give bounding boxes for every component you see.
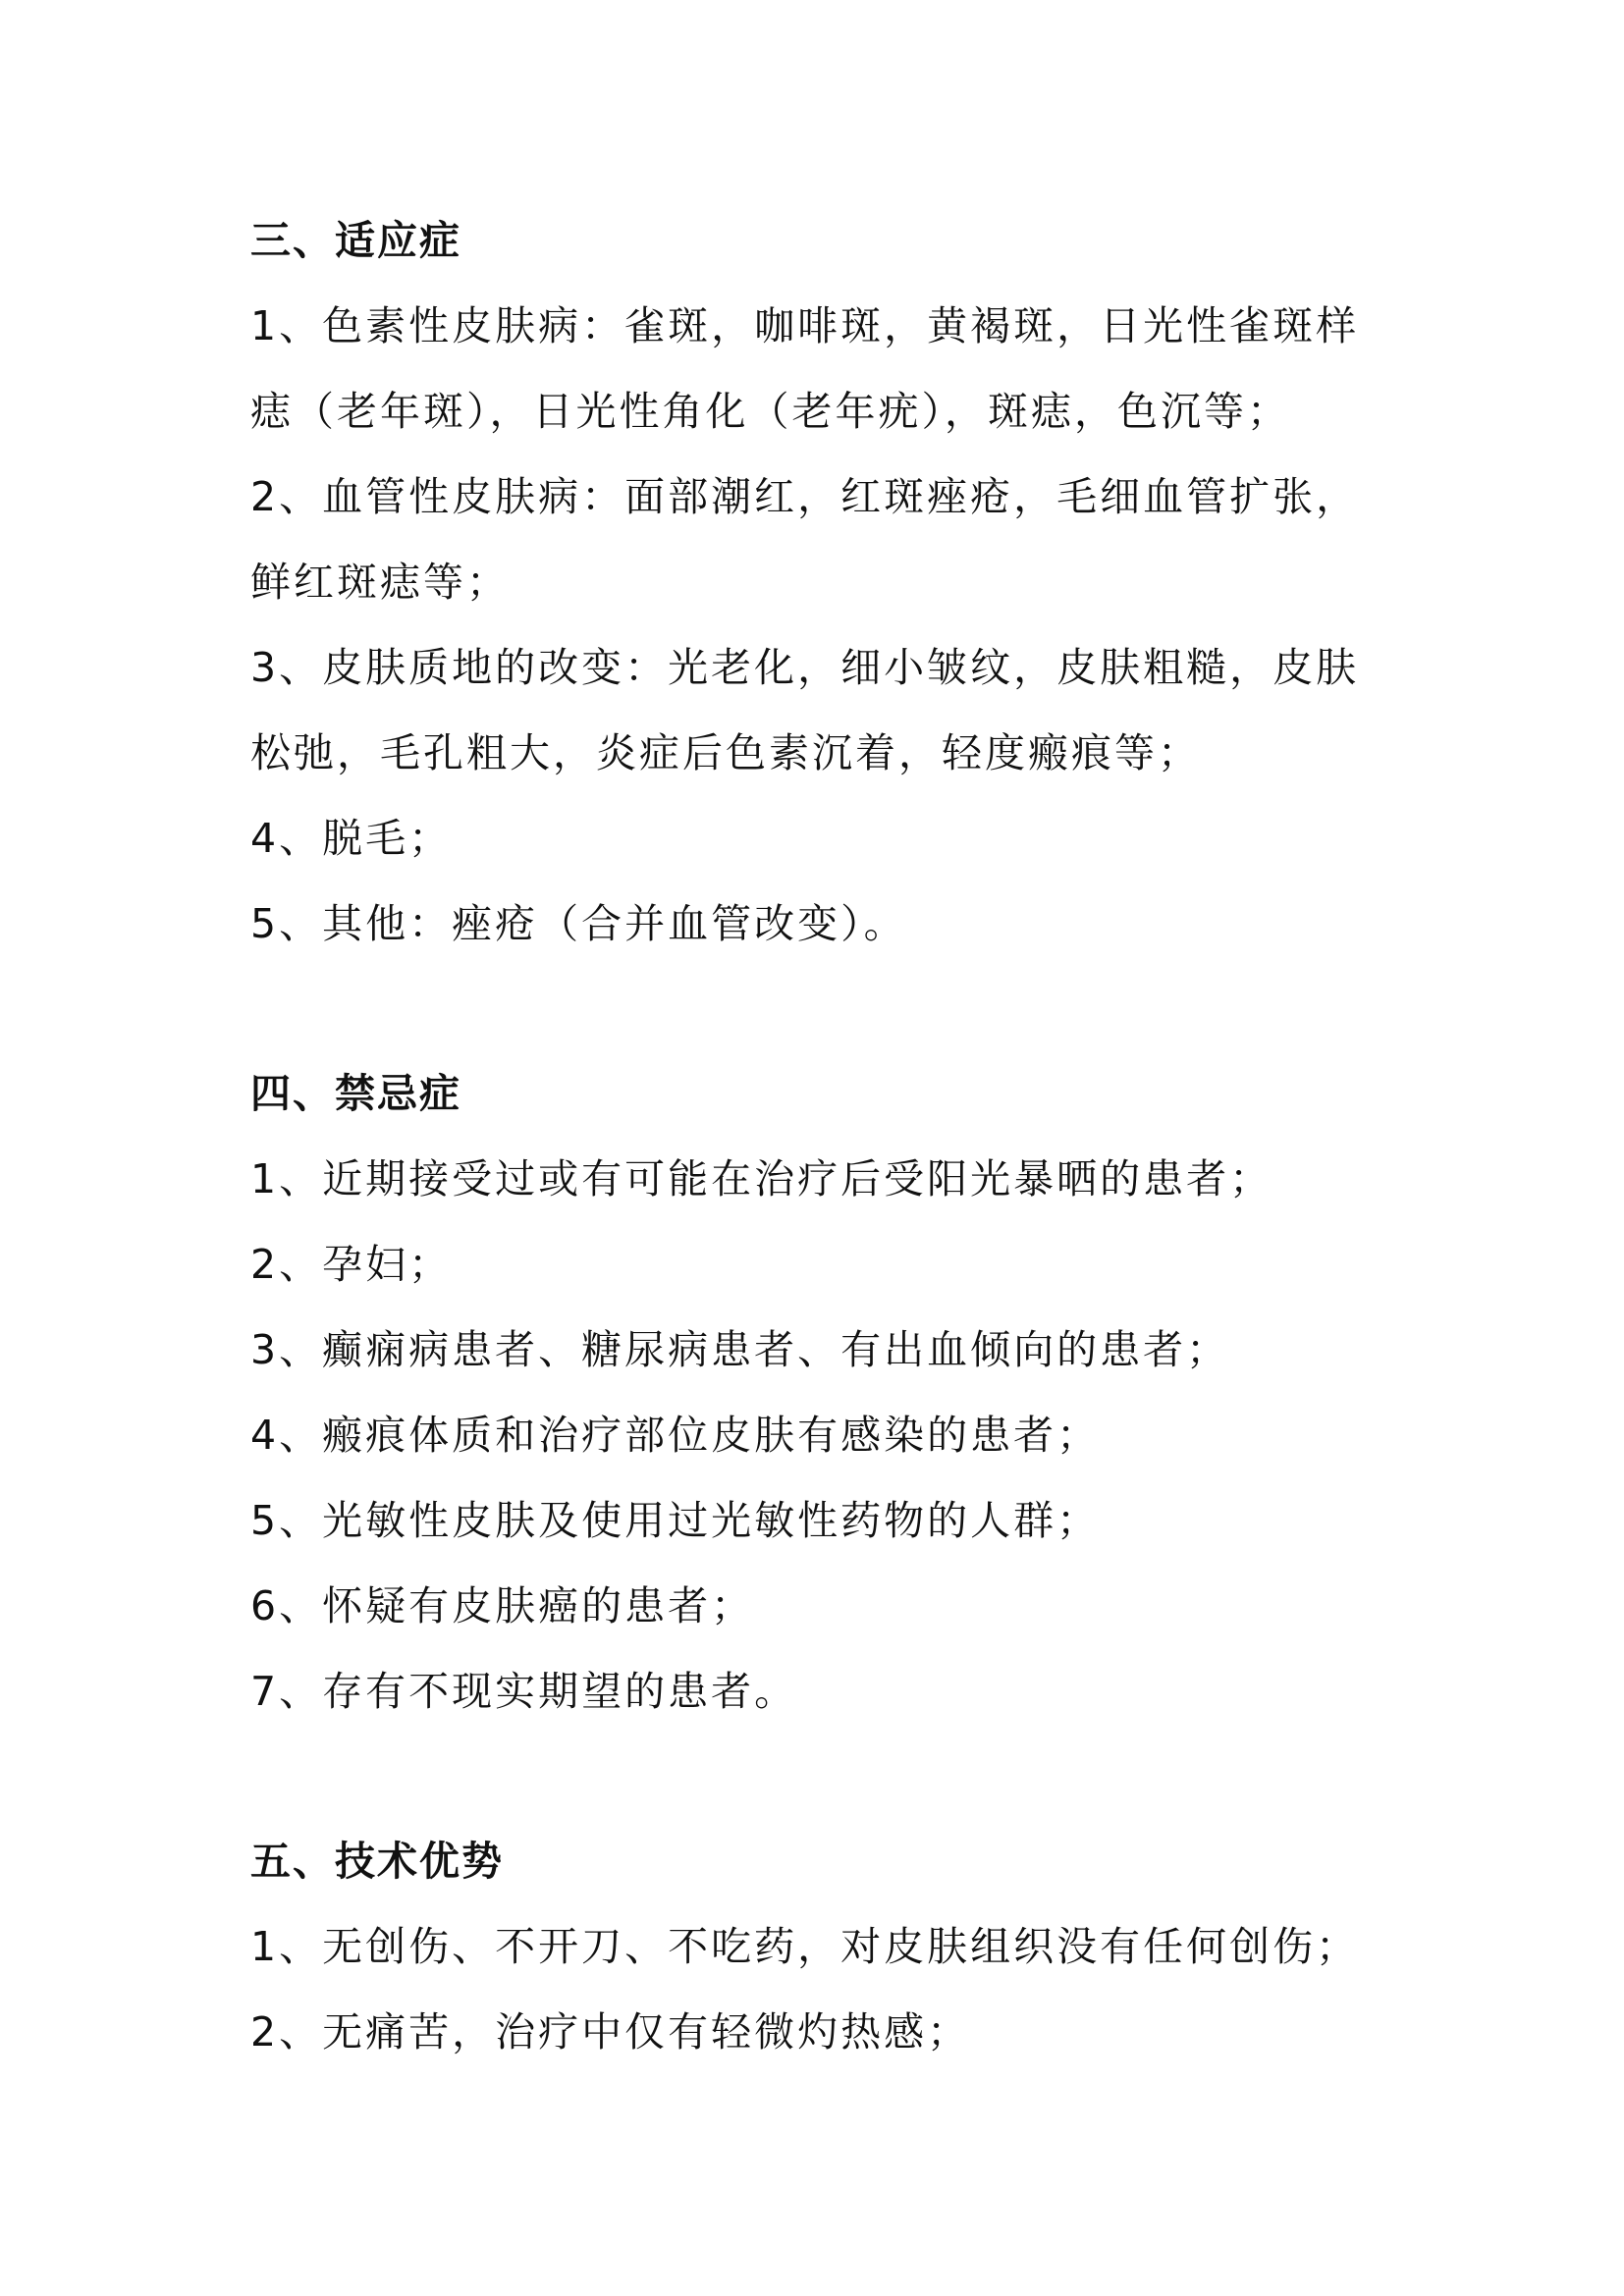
indications-line-3: 2、血管性皮肤病：面部潮红，红斑痤疮，毛细血管扩张， <box>250 473 1360 520</box>
indications-line-2: 痣（老年斑），日光性角化（老年疣），斑痣，色沉等； <box>250 388 1290 435</box>
indications-line-4: 鲜红斑痣等； <box>250 559 510 606</box>
contraindications-line-1: 1、近期接受过或有可能在治疗后受阳光暴晒的患者； <box>250 1155 1273 1202</box>
section-heading-contraindications: 四、禁忌症 <box>250 1070 461 1117</box>
indications-line-7: 4、脱毛； <box>250 815 453 862</box>
section-heading-indications: 三、适应症 <box>250 217 461 264</box>
indications-line-6: 松弛，毛孔粗大，炎症后色素沉着，轻度瘢痕等； <box>250 729 1201 776</box>
contraindications-line-2: 2、孕妇； <box>250 1241 453 1288</box>
contraindications-line-6: 6、怀疑有皮肤癌的患者； <box>250 1582 755 1629</box>
contraindications-line-5: 5、光敏性皮肤及使用过光敏性药物的人群； <box>250 1497 1101 1544</box>
section-heading-advantages: 五、技术优势 <box>250 1838 504 1885</box>
indications-line-8: 5、其他：痤疮（合并血管改变）。 <box>250 900 907 947</box>
indications-line-1: 1、色素性皮肤病：雀斑，咖啡斑，黄褐斑，日光性雀斑样 <box>250 302 1360 349</box>
advantages-line-1: 1、无创伤、不开刀、不吃药，对皮肤组织没有任何创伤； <box>250 1923 1360 1970</box>
contraindications-line-4: 4、瘢痕体质和治疗部位皮肤有感染的患者； <box>250 1412 1101 1459</box>
contraindications-line-3: 3、癫痫病患者、糖尿病患者、有出血倾向的患者； <box>250 1326 1230 1373</box>
contraindications-line-7: 7、存有不现实期望的患者。 <box>250 1668 798 1715</box>
advantages-line-2: 2、无痛苦，治疗中仅有轻微灼热感； <box>250 2008 971 2056</box>
indications-line-5: 3、皮肤质地的改变：光老化，细小皱纹，皮肤粗糙，皮肤 <box>250 644 1360 691</box>
